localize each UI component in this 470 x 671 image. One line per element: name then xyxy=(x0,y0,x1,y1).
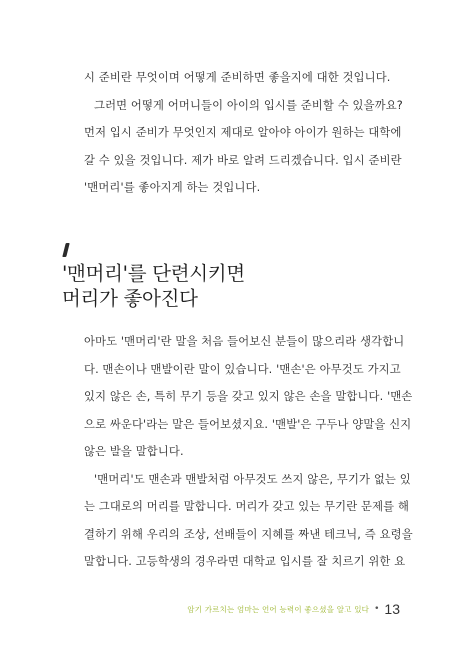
text-line: 결하기 위해 우리의 조상, 선배들이 지혜를 짜낸 테크닉, 즉 요령을 xyxy=(84,527,413,541)
section-heading-line-1: '맨머리'를 단련시키면 xyxy=(62,262,245,285)
running-title: 암기 가르치는 엄마는 언어 능력이 좋으셨을 알고 있다 xyxy=(187,604,370,614)
page-footer xyxy=(187,601,400,617)
text-line: 다. 맨손이나 맨발이란 말이 있습니다. '맨손'은 아무것도 가지고 xyxy=(84,362,401,376)
text-line: 는 그대로의 머리를 말합니다. 머리가 갖고 있는 무기란 문제를 해 xyxy=(84,500,410,513)
text-line: 으로 싸운다'라는 말은 들어보셨지요. '맨발'은 구두나 양말을 신지 xyxy=(84,417,412,431)
page-number: 13 xyxy=(384,601,400,617)
text-line: 그러면 어떻게 어머니들이 아이의 입시를 준비할 수 있을까요? xyxy=(94,98,403,112)
text-line: 시 준비란 무엇이며 어떻게 준비하면 좋을지에 대한 것입니다. xyxy=(84,71,391,84)
text-line: 먼저 입시 준비가 무엇인지 제대로 알아야 아이가 원하는 대학에 xyxy=(84,126,402,139)
intro-paragraphs xyxy=(84,64,404,202)
section-heading-line-2: 머리가 좋아진다 xyxy=(62,287,198,310)
footer-separator: • xyxy=(374,604,380,614)
text-line: '맨머리'도 맨손과 맨발처럼 아무것도 쓰지 않은, 무기가 없는 있 xyxy=(94,472,411,486)
text-line: 있지 않은 손, 특히 무기 등을 갖고 있지 않은 손을 말합니다. '맨손 xyxy=(84,390,413,403)
section-heading xyxy=(62,261,245,311)
text-line: 말합니다. 고등학생의 경우라면 대학교 입시를 잘 치르기 위한 요 xyxy=(84,555,406,568)
text-line: 않은 발을 말합니다. xyxy=(84,445,184,458)
body-paragraphs xyxy=(84,328,413,576)
text-line: 아마도 '맨머리'란 말을 처음 들어보신 분들이 많으리라 생각합니 xyxy=(84,335,405,348)
text-line: '맨머리'를 좋아지게 하는 것입니다. xyxy=(84,181,261,194)
section-marker-icon xyxy=(62,243,69,257)
text-line: 갈 수 있을 것입니다. 제가 바로 알려 드리겠습니다. 입시 준비란 xyxy=(84,153,402,167)
